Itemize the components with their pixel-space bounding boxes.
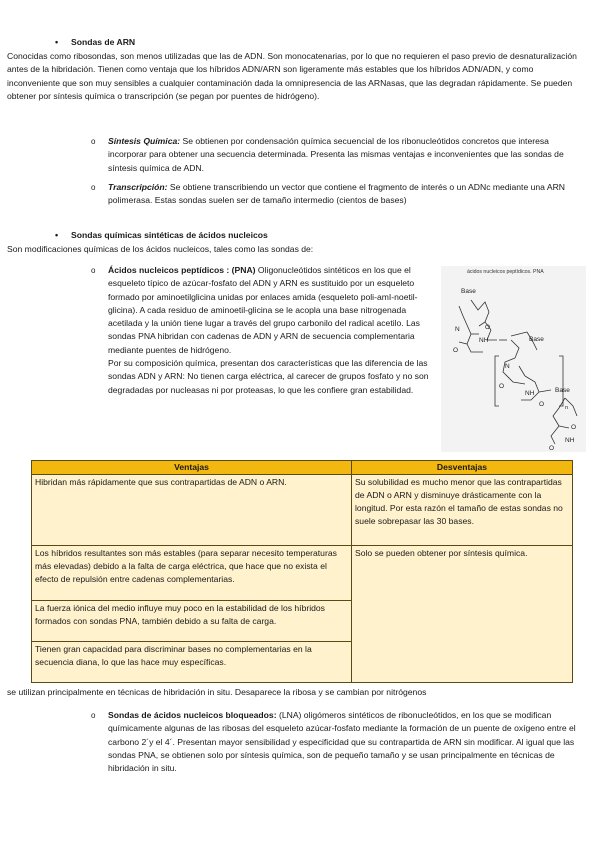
text-pna: Oligonucleótidos sintéticos en los que el esqueleto típico de azúcar-fosfato del ADN y ARN es sustituido por un esqueleto formado por aminoetilglicina unidas por enlaces amida (esqueleto poli-amI-noetil-glicina). A cada residuo de aminoetil-glicina se le acopla una base nitrogenada acetilada y la unión tiene lugar a través del grupo carbonilo del radical acetilo. Las sondas PNA hibridan con cadenas de ADN y ARN de secuencia complementaria mediante puentes de hidrógeno. bbox=[108, 265, 420, 355]
pna-bonds bbox=[459, 300, 577, 444]
sub-bullet-marker: o bbox=[91, 137, 96, 146]
label-base-2: Base bbox=[529, 336, 544, 343]
label-o-5: O bbox=[571, 424, 577, 431]
label-nh-2: NH bbox=[525, 390, 535, 397]
advantage-cell: La fuerza iónica del medio influye muy poco en la estabilidad de los híbridos formados con sondas PNA, también debido a su falta de carga. bbox=[32, 601, 352, 642]
table-header-row bbox=[32, 461, 573, 475]
label-base-3: Base bbox=[555, 387, 570, 394]
label-subscript-n: n bbox=[565, 405, 569, 411]
label-base-1: Base bbox=[461, 288, 476, 295]
term-sintesis: Síntesis Química: bbox=[108, 136, 181, 146]
term-pna: Ácidos nucleicos peptídicos : (PNA) bbox=[108, 265, 256, 275]
pna-structure-drawing bbox=[441, 266, 586, 452]
label-nh-1: NH bbox=[479, 337, 489, 344]
header-desventajas: Desventajas bbox=[352, 461, 573, 475]
label-nh-3: NH bbox=[565, 437, 575, 444]
pna-structure-figure bbox=[441, 266, 586, 452]
text-transcripcion: Se obtiene transcribiendo un vector que contiene el fragmento de interés o un ADNc mediante una ARN polimerasa. Estas sondas suelen ser de tamaño intermedio (cientos de bases) bbox=[108, 182, 566, 206]
term-lna: Sondas de ácidos nucleicos bloqueados: bbox=[108, 710, 277, 720]
text-lna: (LNA) oligómeros sintéticos de ribonucleótidos, en los que se modifican químicamente algunas de las ribosas del esqueleto azúcar-fosfato mediante la formación de un puente de oxígeno entre el carbono 2´y el 4´. Presentan mayor sensibilidad y especificidad que su contrapartida de ARN sin modificar. Al igual que las sondas PNA, se obtienen solo por síntesis química, son de pequeño tamaño y se usan principalmente en técnicas de hibridación in situ. bbox=[108, 710, 576, 774]
heading-text: Sondas de ARN bbox=[71, 37, 136, 47]
label-o-6: O bbox=[549, 445, 555, 452]
advantage-cell: Hibridan más rápidamente que sus contrapartidas de ADN o ARN. bbox=[32, 475, 352, 546]
label-n-1: N bbox=[455, 326, 460, 333]
table-row bbox=[32, 546, 573, 601]
bullet-marker: • bbox=[55, 230, 59, 240]
label-o-1: O bbox=[453, 347, 459, 354]
section-heading-rna bbox=[55, 36, 135, 49]
section-heading-synthetic bbox=[55, 229, 268, 242]
list-item-sintesis bbox=[91, 135, 582, 175]
heading-text: Sondas químicas sintéticas de ácidos nucleicos bbox=[71, 230, 268, 240]
label-o-4: O bbox=[539, 401, 545, 408]
disadvantage-cell: Solo se pueden obtener por síntesis química. bbox=[352, 546, 573, 683]
header-ventajas: Ventajas bbox=[32, 461, 352, 475]
advantage-cell: Los híbridos resultantes son más estables (para separar necesito temperaturas más elevadas) debido a la falta de carga eléctrica, que hace que no exista el efecto de repulsión entre cadenas complementarias. bbox=[32, 546, 352, 601]
label-o-2: O bbox=[485, 324, 491, 331]
after-table-text: se utilizan principalmente en técnicas de hibridación in situ. Desaparece la ribosa y se cambian por nitrógenos bbox=[7, 687, 427, 697]
rna-paragraph: Conocidas como ribosondas, son menos utilizadas que las de ADN. Son monocatenarias, por lo que no requieren el paso previo de desnaturalización antes de la hibridación. Tienen como ventaja que los híbridos ADN/ARN son ligeramente más estables que los híbridos ADN/ADN, y como inconveniente que son muy sensibles a cualquier contaminación dada la omnipresencia de las ARNasas, que las degradan rápidamente. Se pueden obtener por síntesis química o transcripción (se pegan por puentes de hidrógeno). bbox=[7, 51, 577, 101]
text-sintesis: Se obtienen por condensación química secuencial de los ribonucleótidos concretos que interesa incorporar para obtener una secuencia determinada. Presenta las mismas ventajas e inconvenientes que las sondas de síntesis química de ADN. bbox=[108, 136, 564, 173]
sub-bullet-marker: o bbox=[91, 183, 96, 192]
sub-bullet-marker: o bbox=[91, 711, 96, 720]
text-pna-2: Por su composición química, presentan dos características que las diferencia de las sondas ADN y ARN: No tienen carga eléctrica, al carecer de grupos fosfato y no son degradadas por nucleasas ni por proteasas, lo que les confiere gran estabilidad. bbox=[108, 358, 429, 395]
list-item-pna bbox=[91, 264, 436, 397]
pna-comparison-table bbox=[31, 460, 573, 683]
table-row bbox=[32, 475, 573, 546]
label-n-2: N bbox=[505, 363, 510, 370]
disadvantage-cell: Su solubilidad es mucho menor que las contrapartidas de ADN o ARN y disminuye drásticamente con la longitud. Por esta razón el tamaño de estas sondas no suele sobrepasar las 30 bases. bbox=[352, 475, 573, 546]
list-item-transcripcion bbox=[91, 181, 582, 208]
term-transcripcion: Transcripción: bbox=[108, 182, 168, 192]
advantage-cell: Tienen gran capacidad para discriminar bases no complementarias en la secuencia diana, lo que las hace muy específicas. bbox=[32, 642, 352, 683]
synthetic-intro: Son modificaciones químicas de los ácidos nucleicos, tales como las sondas de: bbox=[7, 244, 314, 254]
bullet-marker: • bbox=[55, 37, 59, 47]
figure-caption: ácidos nucleicos peptídicos. PNA bbox=[467, 269, 544, 275]
list-item-lna bbox=[91, 709, 584, 775]
sub-bullet-marker: o bbox=[91, 266, 96, 275]
label-o-3: O bbox=[499, 383, 505, 390]
